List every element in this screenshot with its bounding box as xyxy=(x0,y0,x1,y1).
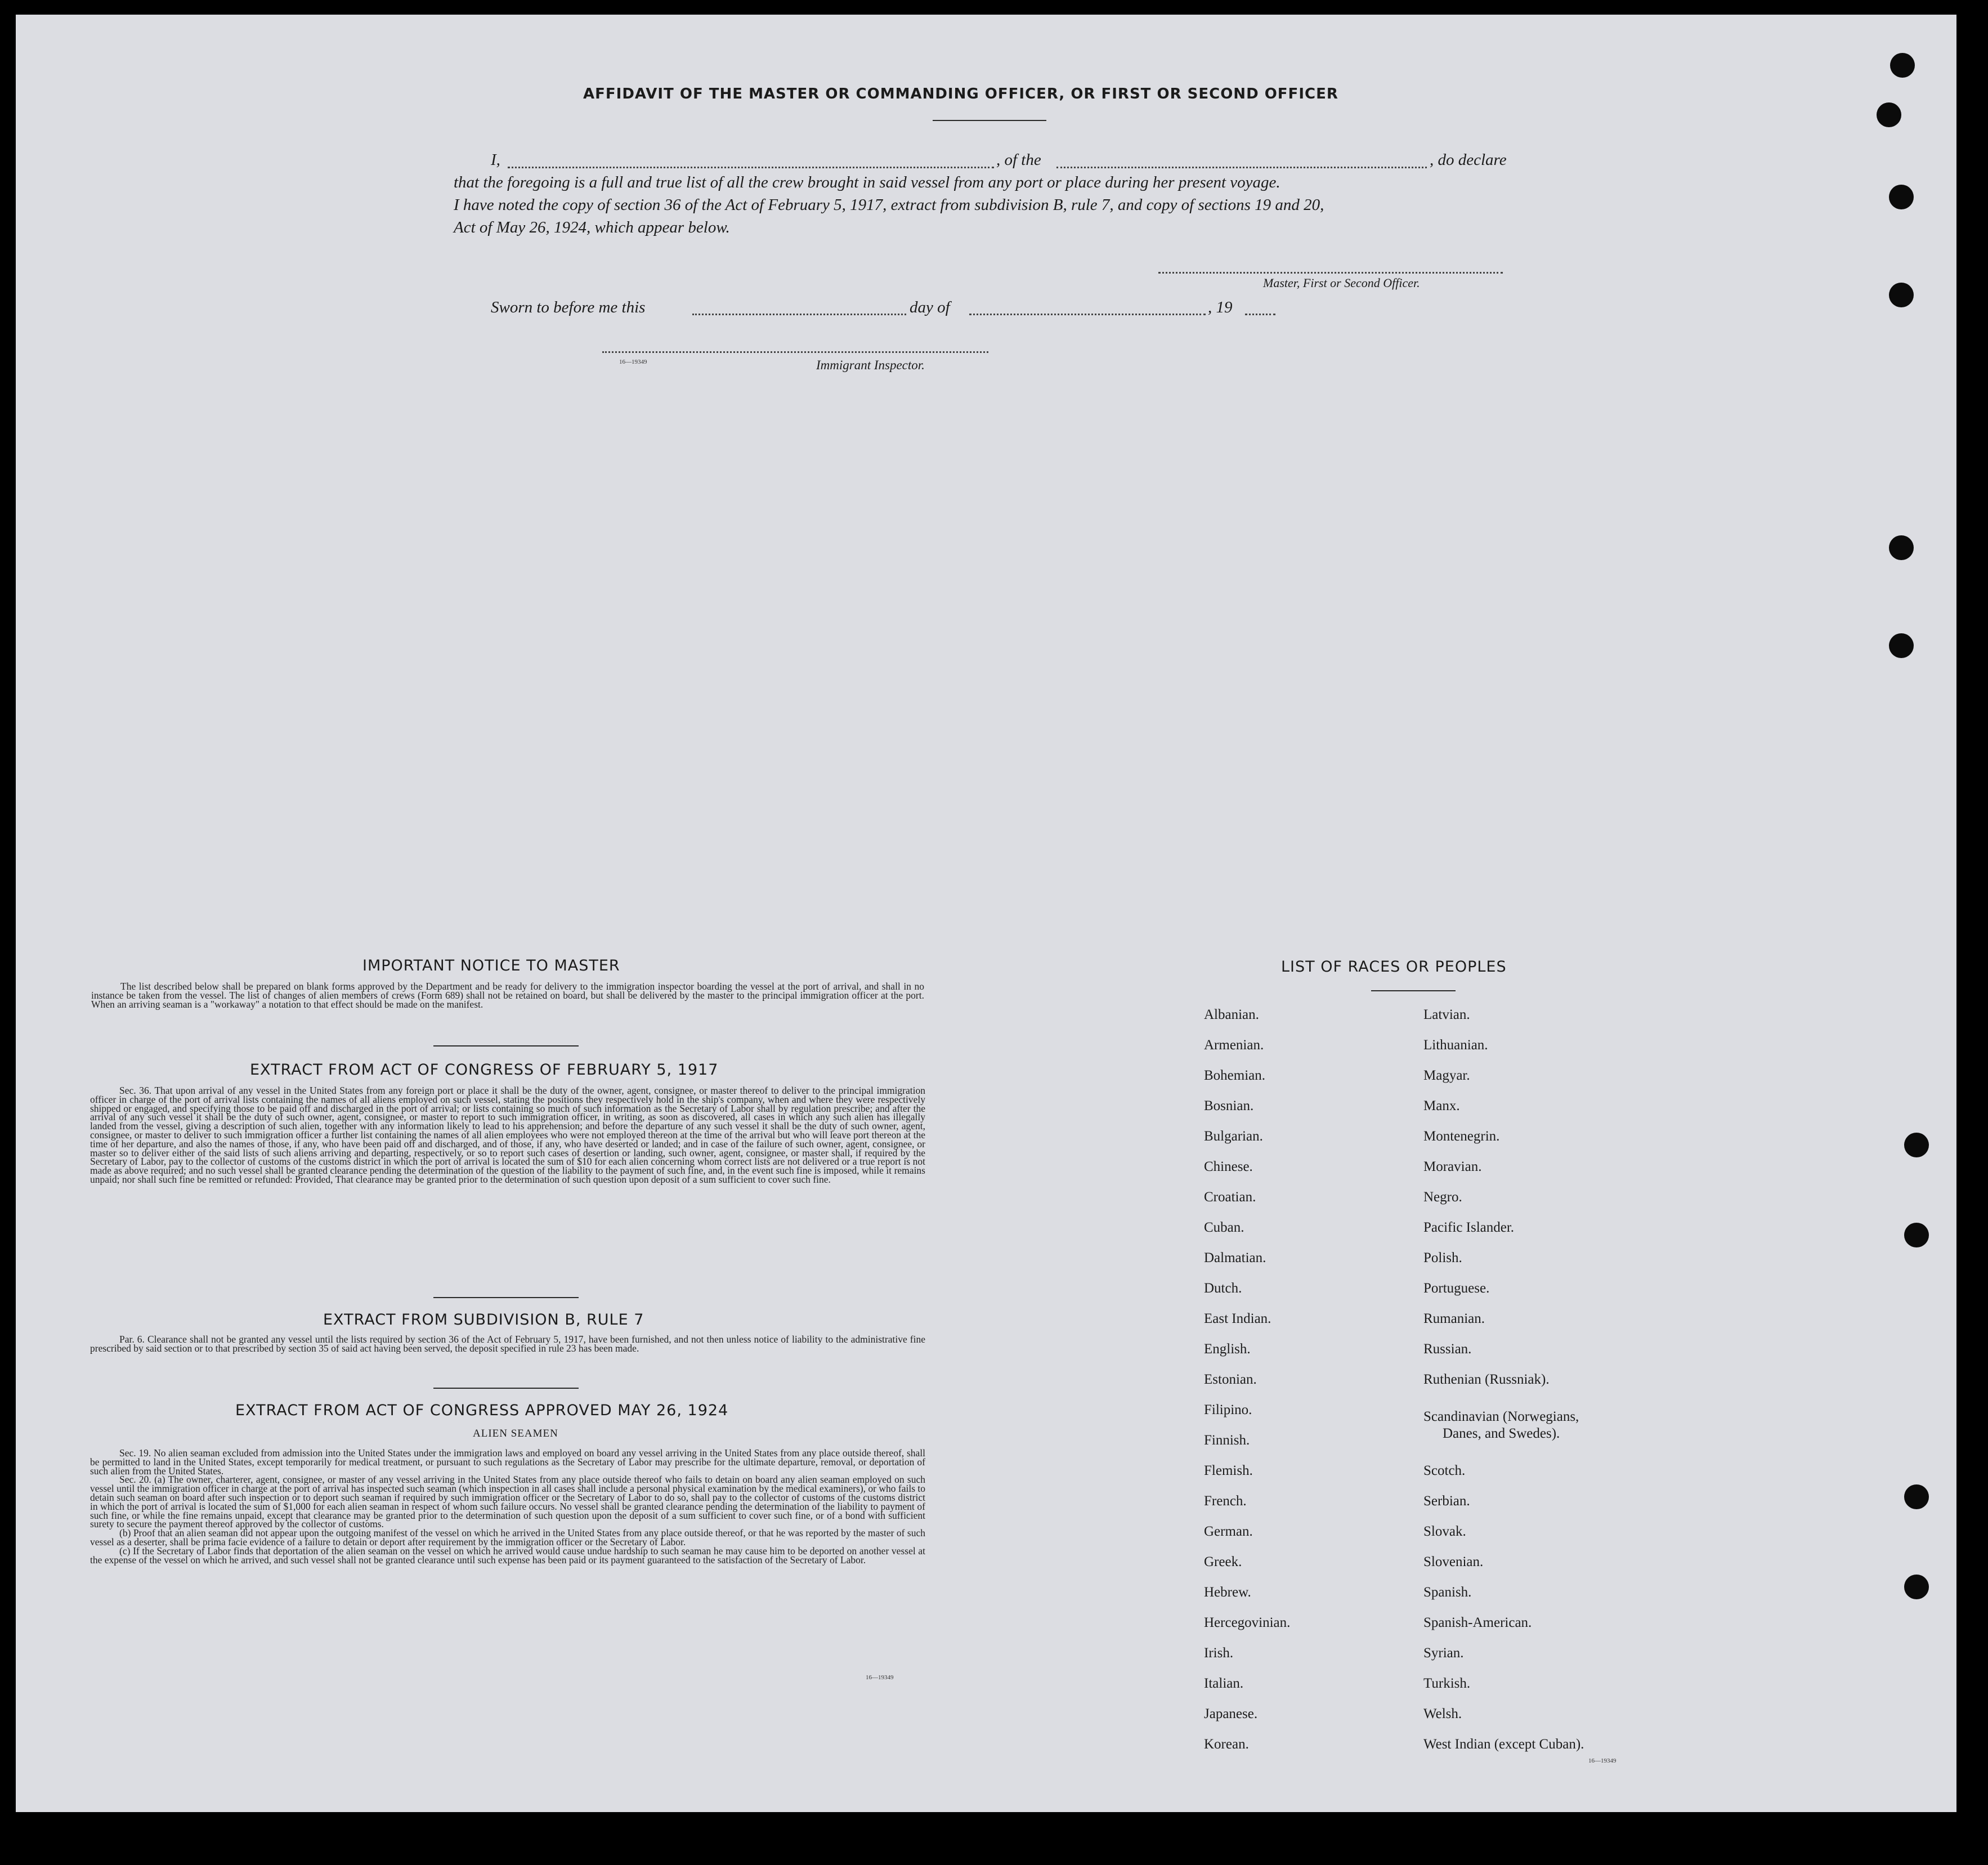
race-left: German. xyxy=(1204,1524,1253,1539)
extract-1924-text xyxy=(90,1449,925,1564)
race-right: Rumanian. xyxy=(1423,1311,1485,1326)
extract-1917-text xyxy=(90,1086,925,1184)
section-divider xyxy=(433,1297,579,1298)
race-left: Irish. xyxy=(1204,1645,1234,1661)
form-number: 16—19349 xyxy=(1588,1757,1617,1764)
inspector-label: Immigrant Inspector. xyxy=(816,358,925,372)
race-right: Serbian. xyxy=(1423,1493,1470,1509)
sworn-month-field[interactable] xyxy=(969,314,1206,315)
punch-hole xyxy=(1889,633,1914,658)
punch-hole xyxy=(1904,1484,1929,1509)
race-right: Ruthenian (Russniak). xyxy=(1423,1372,1550,1387)
year-label: , 19 xyxy=(1208,298,1233,316)
race-right: Moravian. xyxy=(1423,1159,1482,1174)
day-of-label: day of xyxy=(910,298,950,316)
master-signature-field[interactable] xyxy=(1158,272,1503,274)
race-right: Syrian. xyxy=(1423,1645,1464,1661)
punch-hole xyxy=(1889,185,1914,209)
punch-hole xyxy=(1889,535,1914,560)
race-left: Bohemian. xyxy=(1204,1068,1266,1083)
subdivision-title: EXTRACT FROM SUBDIVISION B, RULE 7 xyxy=(323,1311,644,1329)
race-right: Polish. xyxy=(1423,1250,1462,1265)
race-right: Slovenian. xyxy=(1423,1554,1484,1569)
inspector-signature-field[interactable] xyxy=(602,351,988,353)
sec-20b-paragraph: (b) Proof that an alien seaman did not appear upon the outgoing manifest of the vessel on which he arrived in the United States from any place outside thereof, or that he was reported by the master of such vessel as a deserter, shall be prima facie evidence of a failure to detain or deport after requirement by the immigration officer or the Secretary of Labor. xyxy=(90,1527,925,1548)
form-number: 16—19349 xyxy=(619,359,647,365)
race-left: Hebrew. xyxy=(1204,1585,1251,1600)
race-right: Spanish. xyxy=(1423,1585,1472,1600)
race-right: Welsh. xyxy=(1423,1706,1462,1721)
race-right: Scandinavian (Norwegians, xyxy=(1423,1409,1579,1424)
races-title: LIST OF RACES OR PEOPLES xyxy=(1281,958,1507,976)
notice-text xyxy=(91,982,924,1009)
race-right: Scotch. xyxy=(1423,1463,1466,1478)
extract-1917-title: EXTRACT FROM ACT OF CONGRESS OF FEBRUARY 5, 1917 xyxy=(250,1061,719,1079)
race-right: Magyar. xyxy=(1423,1068,1470,1083)
affidavit-of-the-label: , of the xyxy=(996,151,1041,169)
race-left: East Indian. xyxy=(1204,1311,1271,1326)
affidavit-i-label: I, xyxy=(491,151,500,169)
affidavit-declare-label: , do declare xyxy=(1430,151,1507,169)
affidavit-title: AFFIDAVIT OF THE MASTER OR COMMANDING OFFICER, OR FIRST OR SECOND OFFICER xyxy=(583,86,1338,102)
subdivision-text xyxy=(90,1335,925,1353)
race-right: Portuguese. xyxy=(1423,1281,1490,1296)
race-right: Russian. xyxy=(1423,1341,1472,1357)
extract-1924-title: EXTRACT FROM ACT OF CONGRESS APPROVED MAY 26, 1924 xyxy=(235,1402,729,1419)
master-signature-label: Master, First or Second Officer. xyxy=(1263,276,1420,290)
race-left: French. xyxy=(1204,1493,1247,1509)
races-title-underline xyxy=(1371,990,1456,991)
year-field[interactable] xyxy=(1245,314,1275,315)
punch-hole xyxy=(1904,1223,1929,1247)
race-left: Japanese. xyxy=(1204,1706,1258,1721)
sworn-day-field[interactable] xyxy=(692,314,906,315)
race-right: Negro. xyxy=(1423,1189,1462,1205)
section-36-paragraph: Sec. 36. That upon arrival of any vessel in the United States from any foreign port or place it shall be the duty of the owner, agent, consignee, or master thereof to deliver to the principal immigration officer in charge of the port of arrival lists containing the names of all aliens employed on such vessel, stating the positions they respectively hold in the ship's company, when and where they were respectively shipped or engaged, and specifying those to be paid off and discharged in the port of arrival; or lists containing so much of such information as the Secretary of Labor shall by regulation prescribe; and after the arrival of any such vessel it shall be the duty of such owner, agent, consignee, or master to report to such immigration officer, in writing, as soon as discovered, all cases in which any such alien has illegally landed from the vessel, giving a description of such alien, together with any information likely to lead to his apprehension; and before the departure of any such vessel it shall be the duty of such owner, agent, consignee, or master to deliver to such immigration officer a further list containing the names of all alien employees who were not employed thereon at the time of the arrival but who will leave port thereon at the time of her departure, and also the names of those, if any, who have been paid off and discharged, and of those, if any, who have deserted or landed; and in case of the failure of such owner, agent, consignee, or master so to deliver either of the said lists of such aliens arriving and departing, respectively, or so to report such cases of desertion or landing, such owner, agent, consignee, or master shall, if required by the Secretary of Labor, pay to the collector of customs of the customs district in which the port of arrival is located the sum of $10 for each alien concerning whom correct lists are not delivered or a true report is not made as above required; and no such vessel shall be granted clearance pending the determination of the question of the liability to the payment of such fine, and, in the event such fine is imposed, while it remains unpaid; nor shall such fine be remitted or refunded: Provided, That clearance may be granted prior to the determination of such question upon deposit of a sum sufficient to cover such fine. xyxy=(90,1085,925,1185)
race-left: Hercegovinian. xyxy=(1204,1615,1291,1630)
race-left: Dutch. xyxy=(1204,1281,1242,1296)
section-divider xyxy=(433,1045,579,1046)
race-right: Turkish. xyxy=(1423,1676,1471,1691)
race-right: Manx. xyxy=(1423,1098,1460,1113)
title-underline xyxy=(933,120,1046,121)
sec-20c-paragraph: (c) If the Secretary of Labor finds that deportation of the alien seaman on the vessel on which he arrived would cause undue hardship to such seaman he may cause him to be deported on another vessel at the expense of the vessel on which he arrived, and such vessel shall not be granted clearance until such expense has been paid or its payment guaranteed to the satisfaction of the Secretary of Labor. xyxy=(90,1545,925,1566)
race-left: Greek. xyxy=(1204,1554,1242,1569)
race-left: Finnish. xyxy=(1204,1433,1250,1448)
race-right: Montenegrin. xyxy=(1423,1129,1500,1144)
race-left: Estonian. xyxy=(1204,1372,1257,1387)
sec-20a-paragraph: Sec. 20. (a) The owner, charterer, agent, consignee, or master of any vessel arriving in the United States from any place outside thereof who fails to detain on board any alien seaman employed on such vessel until the immigration officer in charge at the port of arrival has inspected such seaman (which inspection in all cases shall include a personal physical examination by the medical examiners), or who fails to detain such seaman on board after such inspection or to deport such seaman if required by such immigration officer or the Secretary of Labor to do so, shall pay to the collector of customs of the customs district in which the port of arrival is located the sum of $1,000 for each alien seaman in respect of whom such failure occurs. No vessel shall be granted clearance pending the determination of the liability to payment of such fine, or while the fine remains unpaid, except that clearance may be granted prior to the determination of such question upon the deposit of a sum sufficient to cover such fine, or of a bond with sufficient surety to secure the payment thereof approved by the collector of customs. xyxy=(90,1474,925,1530)
race-left: Flemish. xyxy=(1204,1463,1253,1478)
notice-title: IMPORTANT NOTICE TO MASTER xyxy=(362,957,620,974)
race-right: Pacific Islander. xyxy=(1423,1220,1515,1235)
race-right-continuation: Danes, and Swedes). xyxy=(1443,1426,1560,1441)
race-left: Filipino. xyxy=(1204,1402,1252,1417)
race-right: Slovak. xyxy=(1423,1524,1466,1539)
race-right: Spanish-American. xyxy=(1423,1615,1532,1630)
name-field[interactable] xyxy=(508,167,994,168)
form-number: 16—19349 xyxy=(866,1674,894,1681)
punch-hole xyxy=(1877,102,1901,127)
race-left: Croatian. xyxy=(1204,1189,1256,1205)
race-left: Korean. xyxy=(1204,1737,1249,1752)
race-right: Latvian. xyxy=(1423,1007,1470,1022)
race-left: Armenian. xyxy=(1204,1037,1264,1053)
race-left: Italian. xyxy=(1204,1676,1244,1691)
race-left: Albanian. xyxy=(1204,1007,1259,1022)
par-6-paragraph: Par. 6. Clearance shall not be granted any vessel until the lists required by section 36 of the Act of February 5, 1917, have been furnished, and not then unless notice of liability to the administrative fine prescribed by said section or to that prescribed by section 35 of said act having been served, the deposit specified in rule 23 has been made. xyxy=(90,1334,925,1354)
punch-hole xyxy=(1889,283,1914,307)
punch-hole xyxy=(1904,1133,1929,1157)
punch-hole xyxy=(1890,53,1915,78)
race-left: English. xyxy=(1204,1341,1251,1357)
race-left: Bosnian. xyxy=(1204,1098,1254,1113)
sworn-label: Sworn to before me this xyxy=(491,298,646,316)
affidavit-line-4: Act of May 26, 1924, which appear below. xyxy=(454,218,730,236)
notice-paragraph: The list described below shall be prepared on blank forms approved by the Department and be ready for delivery to the immigration inspector boarding the vessel at the port of arrival, and shall in no instance be taken from the vessel. The list of changes of alien members of crews (Form 689) shall not be retained on board, but shall be delivered by the master to the principal immigration officer at the port. When an arriving seaman is a "workaway" a notation to that effect should be made on the manifest. xyxy=(91,981,924,1010)
affidavit-line-3: I have noted the copy of section 36 of the Act of February 5, 1917, extract from subdivision B, rule 7, and copy of sections 19 and 20, xyxy=(454,196,1324,214)
section-divider xyxy=(433,1388,579,1389)
sec-19-paragraph: Sec. 19. No alien seaman excluded from admission into the United States under the immigration laws and employed on board any vessel arriving in the United States from any place outside thereof, shall be permitted to land in the United States, except temporarily for medical treatment, or pursuant to such regulations as the Secretary of Labor may prescribe for the ultimate departure, removal, or deportation of such alien from the United States. xyxy=(90,1447,925,1477)
race-left: Dalmatian. xyxy=(1204,1250,1266,1265)
race-left: Cuban. xyxy=(1204,1220,1244,1235)
race-left: Bulgarian. xyxy=(1204,1129,1263,1144)
race-right: Lithuanian. xyxy=(1423,1037,1488,1053)
punch-hole xyxy=(1904,1575,1929,1599)
race-right: West Indian (except Cuban). xyxy=(1423,1737,1584,1752)
affidavit-line-2: that the foregoing is a full and true list of all the crew brought in said vessel from any port or place during her present voyage. xyxy=(454,173,1280,191)
alien-seamen-subtitle: ALIEN SEAMEN xyxy=(473,1428,558,1439)
race-left: Chinese. xyxy=(1204,1159,1253,1174)
vessel-field[interactable] xyxy=(1056,167,1427,168)
